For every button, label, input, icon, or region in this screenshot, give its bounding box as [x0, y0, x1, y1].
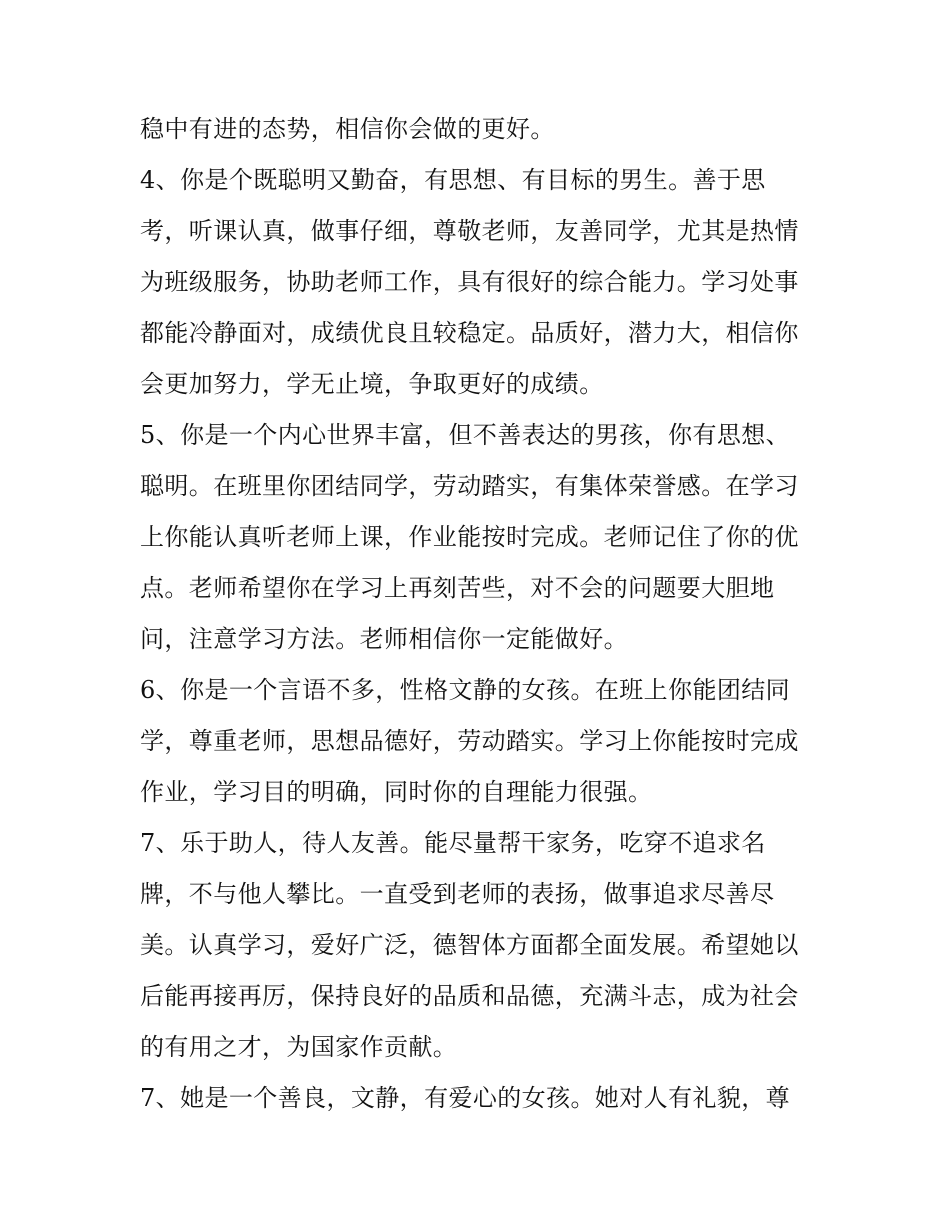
text-line: 考，听课认真，做事仔细，尊敬老师，友善同学，尤其是热情	[140, 217, 799, 245]
text-line: 为班级服务，协助老师工作，具有很好的综合能力。学习处事	[140, 268, 799, 296]
text-line: 都能冷静面对，成绩优良且较稳定。品质好，潜力大，相信你	[140, 319, 799, 347]
text-line: 作业，学习目的明确，同时你的自理能力很强。	[140, 778, 653, 806]
text-line: 7、乐于助人，待人友善。能尽量帮干家务，吃穿不追求名	[140, 829, 766, 857]
text-line: 牌，不与他人攀比。一直受到老师的表扬，做事追求尽善尽	[140, 880, 775, 908]
text-line: 学，尊重老师，思想品德好，劳动踏实。学习上你能按时完成	[140, 727, 799, 755]
text-line: 美。认真学习，爱好广泛，德智体方面都全面发展。希望她以	[140, 931, 799, 959]
text-line: 问，注意学习方法。老师相信你一定能做好。	[140, 625, 628, 653]
text-line: 聪明。在班里你团结同学，劳动踏实，有集体荣誉感。在学习	[140, 472, 799, 500]
text-line: 6、你是一个言语不多，性格文静的女孩。在班上你能团结同	[140, 676, 791, 704]
text-line: 4、你是个既聪明又勤奋，有思想、有目标的男生。善于思	[140, 166, 766, 194]
text-line: 7、她是一个善良，文静，有爱心的女孩。她对人有礼貌，尊	[140, 1084, 791, 1112]
text-line: 会更加努力，学无止境，争取更好的成绩。	[140, 370, 604, 398]
text-line: 后能再接再厉，保持良好的品质和品德，充满斗志，成为社会	[140, 982, 799, 1010]
text-line: 点。老师希望你在学习上再刻苦些，对不会的问题要大胆地	[140, 574, 775, 602]
text-line: 5、你是一个内心世界丰富，但不善表达的男孩，你有思想、	[140, 421, 791, 449]
text-line: 上你能认真听老师上课，作业能按时完成。老师记住了你的优	[140, 523, 799, 551]
text-line: 稳中有进的态势，相信你会做的更好。	[140, 115, 555, 143]
text-line: 的有用之才，为国家作贡献。	[140, 1033, 458, 1061]
